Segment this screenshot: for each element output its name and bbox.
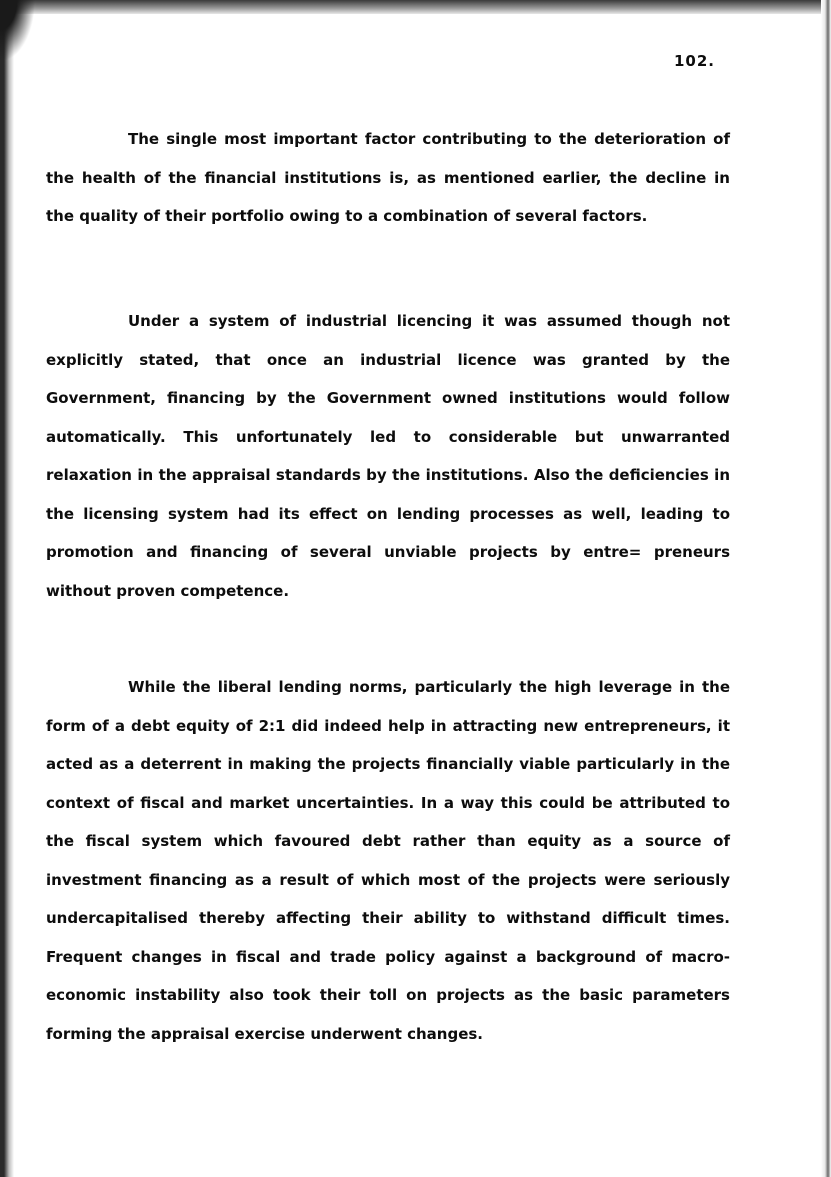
scan-border-top: [0, 0, 831, 14]
paragraph-1: The single most important factor contributing to the deterioration of the health of the financial institutions is, as mentioned earlier, the decline in the quality of their portfolio owing to a combination of several factors.: [46, 130, 730, 225]
paragraph-3: While the liberal lending norms, particularly the high leverage in the form of a debt equity of 2:1 did indeed help in attracting new entrepreneurs, it acted as a deterrent in making the projects financially viable particularly in the context of fiscal and market uncertainties. In a way this could be attributed to the fiscal system which favoured debt rather than equity as a source of investment financing as a result of which most of the projects were seriously undercapitalised thereby affecting their ability to withstand difficult times. Frequent changes in fiscal and trade policy against a background of macro-economic instability also took their toll on projects as the basic parameters forming the appraisal exercise underwent changes.: [46, 678, 730, 1043]
page-number: 102.: [674, 52, 716, 70]
paragraph-2: Under a system of industrial licencing it was assumed though not explicitly stated, that once an industrial licence was granted by the Government, financing by the Government owned institutions would follow automatically. This unfortunately led to considerable but unwarranted relaxation in the appraisal standards by the institutions. Also the deficiencies in the licensing system had its effect on lending processes as well, leading to promotion and financing of several unviable projects by entre= preneurs without proven competence.: [46, 312, 730, 600]
scan-corner-shadow: [0, 0, 40, 70]
scan-border-right: [821, 0, 831, 1177]
scan-border-left: [0, 0, 14, 1177]
